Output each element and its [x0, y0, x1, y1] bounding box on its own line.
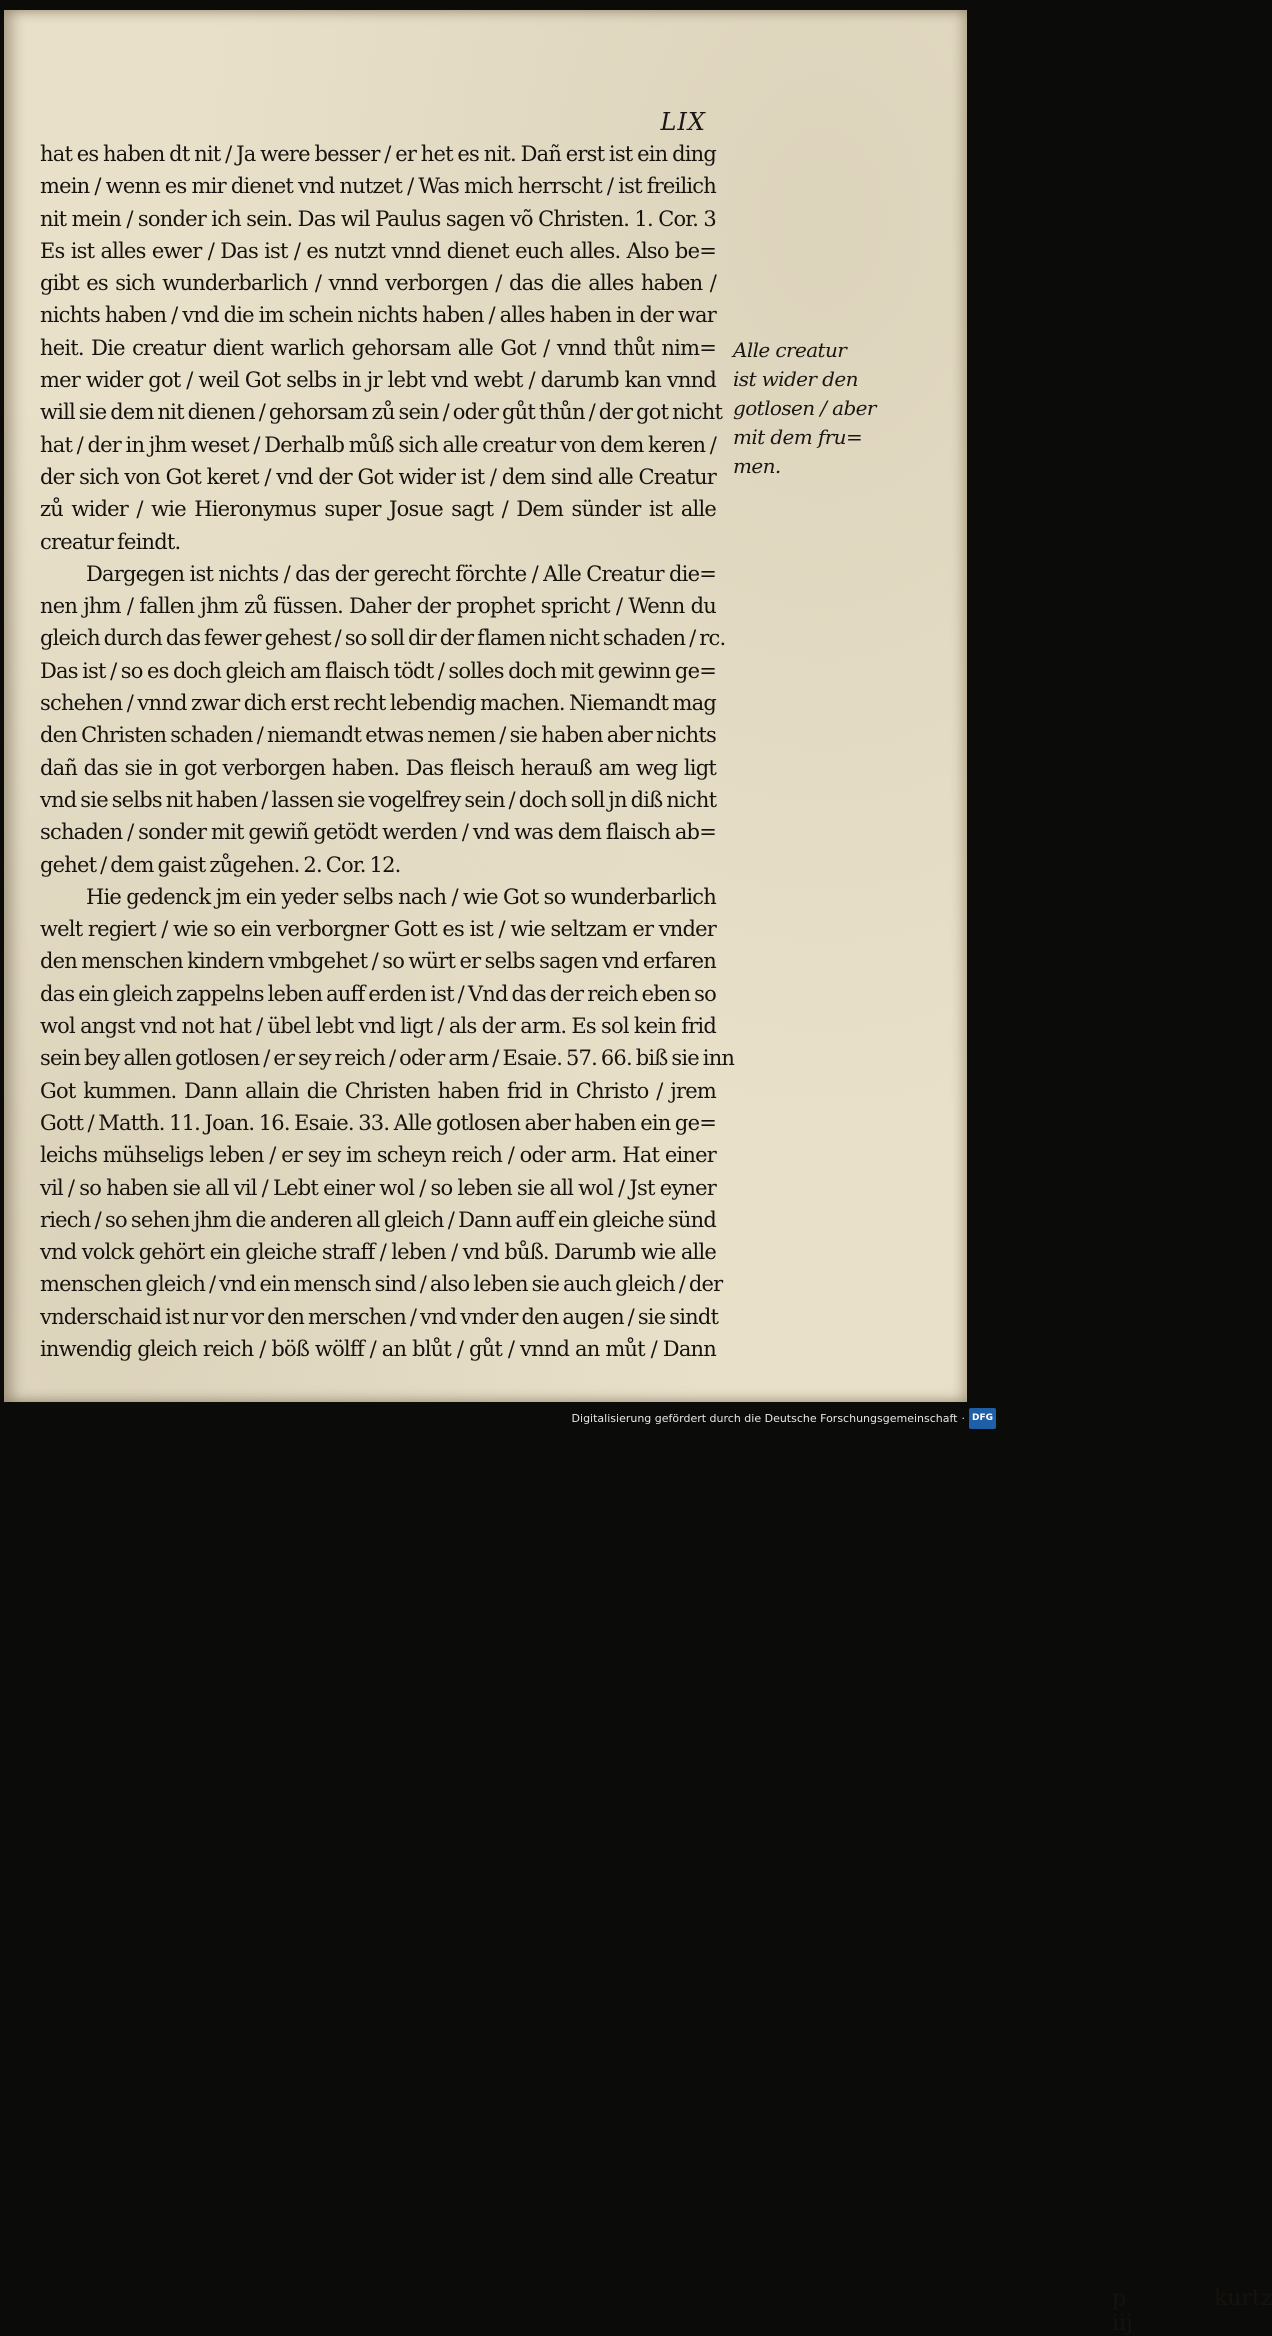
margin-note-line: Alle creatur	[733, 338, 847, 362]
digitization-footer	[572, 1409, 1000, 1428]
text-line: nen jhm / fallen jhm zů füssen. Daher der prophet spricht / Wenn du	[40, 594, 716, 619]
text-line: gibt es sich wunderbarlich / vnnd verborgen / das die alles haben /	[40, 271, 716, 296]
folio-number: LIX	[660, 108, 706, 136]
text-line: den menschen kindern vmbgehet / so würt er selbs sagen vnd erfaren	[40, 949, 716, 974]
text-line: zů wider / wie Hieronymus super Josue sagt / Dem sünder ist alle	[40, 497, 716, 522]
text-line: inwendig gleich reich / böß wölff / an blůt / gůt / vnnd an můt / Dann	[40, 1336, 716, 1361]
text-line: riech / so sehen jhm die anderen all gleich / Dann auff ein gleiche sünd	[40, 1207, 716, 1232]
text-line: heit. Die creatur dient warlich gehorsam alle Got / vnnd thůt nim=	[40, 335, 716, 360]
text-line: nit mein / sonder ich sein. Das wil Paulus sagen võ Christen. 1. Cor. 3	[40, 206, 716, 231]
text-line: dañ das sie in got verborgen haben. Das fleisch herauß am weg ligt	[40, 755, 716, 780]
text-line: Das ist / so es doch gleich am flaisch tödt / solles doch mit gewinn ge=	[40, 658, 716, 683]
text-line: leichs mühseligs leben / er sey im scheyn reich / oder arm. Hat einer	[40, 1143, 716, 1168]
margin-note-line: ist wider den	[733, 367, 858, 391]
text-line: vil / so haben sie all vil / Lebt einer wol / so leben sie all wol / Jst eyner	[40, 1175, 716, 1200]
text-line: den Christen schaden / niemandt etwas nemen / sie haben aber nichts	[40, 723, 716, 748]
text-line: vnderschaid ist nur vor den merschen / vnd vnder den augen / sie sindt	[40, 1304, 719, 1329]
text-line: mer wider got / weil Got selbs in jr lebt vnd webt / darumb kan vnnd	[40, 368, 716, 393]
main-text-block	[40, 138, 735, 1365]
text-line: will sie dem nit dienen / gehorsam zů sein / oder gůt thůn / der got nicht	[40, 400, 723, 425]
catchword: kurtz	[1214, 2286, 1272, 2311]
text-line: gehet / dem gaist zůgehen. 2. Cor. 12.	[40, 852, 401, 877]
margin-note-line: gotlosen / aber	[733, 396, 876, 420]
text-line: menschen gleich / vnd ein mensch sind / also leben sie auch gleich / der	[40, 1272, 723, 1297]
text-line: gleich durch das fewer gehest / so soll dir der flamen nicht schaden / rc.	[40, 626, 726, 651]
text-line: Gott / Matth. 11. Joan. 16. Esaie. 33. Alle gotlosen aber haben ein ge=	[40, 1110, 716, 1135]
text-line: wol angst vnd not hat / übel lebt vnd ligt / als der arm. Es sol kein frid	[40, 1014, 716, 1039]
text-line: welt regiert / wie so ein verborgner Gott es ist / wie seltzam er vnder	[40, 917, 716, 942]
dfg-logo-badge: DFG	[969, 1408, 996, 1429]
text-line: das ein gleich zappelns leben auff erden ist / Vnd das der reich eben so	[40, 981, 716, 1006]
text-line: schehen / vnnd zwar dich erst recht lebendig machen. Niemandt mag	[40, 691, 716, 716]
margin-note-line: men.	[733, 454, 781, 478]
text-line: nichts haben / vnd die im schein nichts haben / alles haben in der war	[40, 303, 716, 328]
text-line: hat es haben dt nit / Ja were besser / er het es nit. Dañ erst ist ein ding	[40, 142, 716, 166]
text-line: Hie gedenck jm ein yeder selbs nach / wie Got so wunderbarlich	[86, 884, 716, 909]
text-line: vnd volck gehört ein gleiche straff / leben / vnd bůß. Darumb wie alle	[40, 1240, 716, 1265]
text-line: vnd sie selbs nit haben / lassen sie vogelfrey sein / doch soll jn diß nicht	[40, 787, 717, 812]
text-line: mein / wenn es mir dienet vnd nutzet / Was mich herrscht / ist freilich	[40, 174, 716, 199]
text-line: der sich von Got keret / vnd der Got wider ist / dem sind alle Creatur	[40, 464, 716, 489]
text-line: schaden / sonder mit gewiñ getödt werden / vnd was dem flaisch ab=	[40, 820, 716, 845]
text-line: creatur feindt.	[40, 529, 181, 554]
signature-mark: p iij	[1112, 2286, 1133, 2336]
text-line: Dargegen ist nichts / das der gerecht förchte / Alle Creatur die=	[86, 561, 716, 586]
margin-note-line: mit dem fru=	[733, 425, 863, 449]
text-line: Got kummen. Dann allain die Christen haben frid in Christo / jrem	[40, 1078, 716, 1103]
margin-note	[733, 336, 883, 481]
text-line: hat / der in jhm weset / Derhalb můß sich alle creatur von dem keren /	[40, 432, 716, 457]
text-line: Es ist alles ewer / Das ist / es nutzt vnnd dienet euch alles. Also be=	[40, 238, 716, 263]
footer-text: Digitalisierung gefördert durch die Deutsche Forschungsgemeinschaft	[571, 1412, 958, 1425]
text-line: sein bey allen gotlosen / er sey reich / oder arm / Esaie. 57. 66. biß sie inn	[40, 1046, 735, 1071]
footer-separator: ·	[961, 1412, 965, 1425]
